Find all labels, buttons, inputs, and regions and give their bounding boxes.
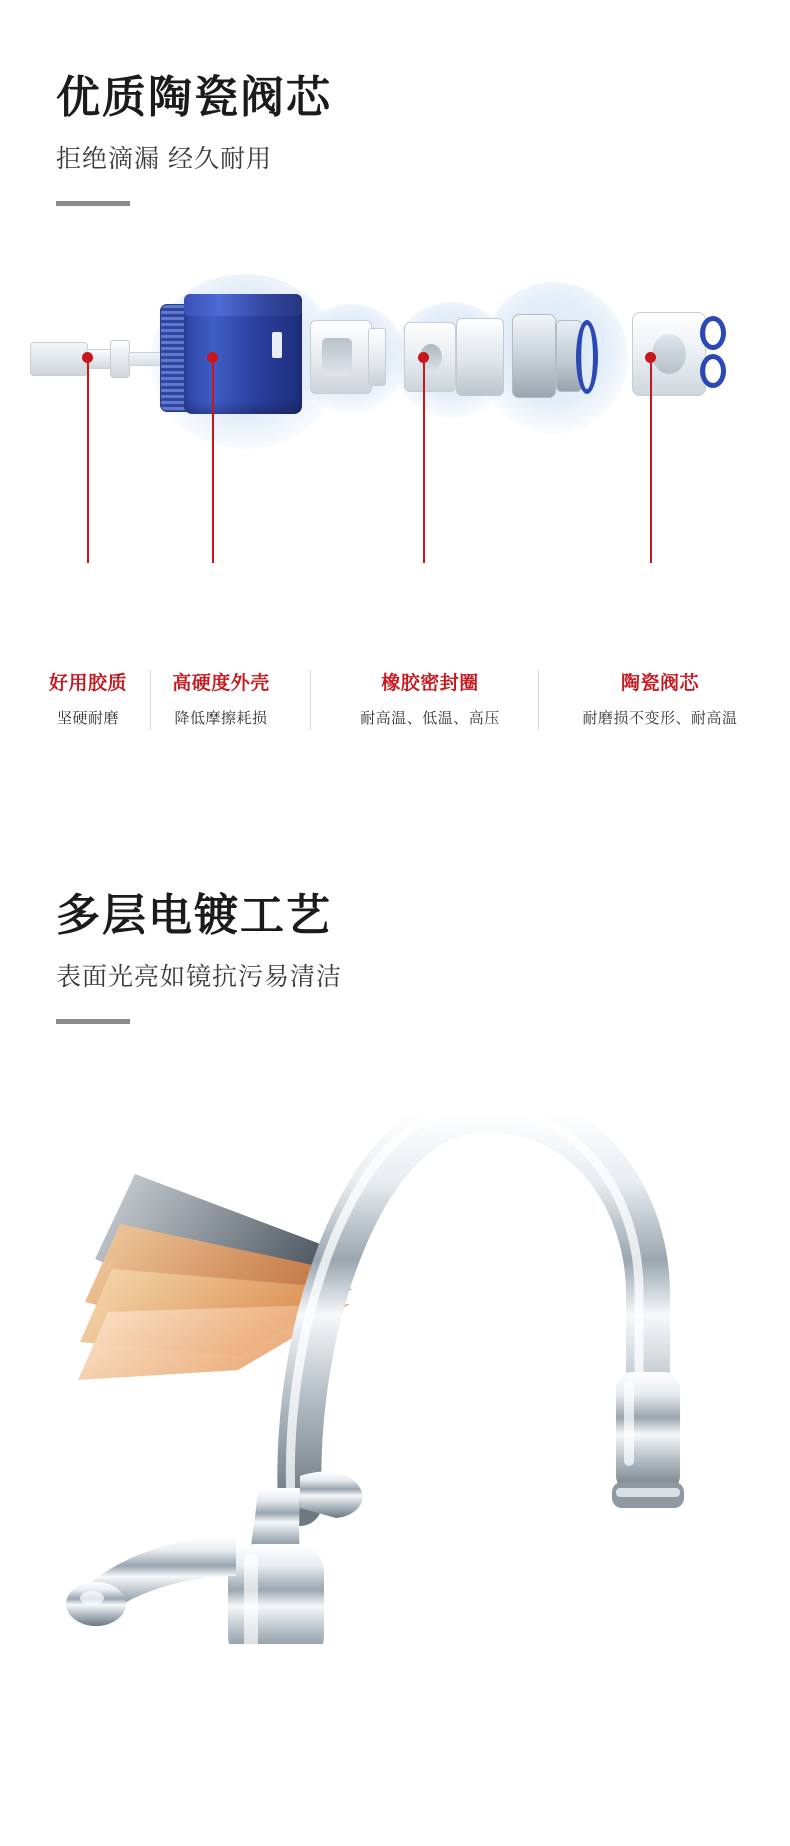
- callout-line-1: [87, 363, 89, 563]
- faucet-image: [0, 1084, 790, 1644]
- page-title: 优质陶瓷阀芯: [56, 73, 332, 122]
- callout-dot-4: [645, 352, 656, 363]
- section-ceramic-valve: [0, 0, 790, 778]
- cartridge-body-part: [184, 304, 302, 414]
- hex-flange-part: [368, 328, 386, 386]
- hex-nut-bore: [322, 338, 352, 376]
- plating-title-divider: [56, 1019, 130, 1024]
- callout-title-2: 高硬度外壳: [172, 673, 270, 694]
- cartridge-top-part: [184, 294, 302, 316]
- callout-label-3: [330, 668, 530, 728]
- callout-desc-3: 耐高温、低温、高压: [360, 710, 500, 727]
- callout-line-3: [423, 363, 425, 563]
- callout-line-2: [212, 363, 214, 563]
- oring-upper-right: [700, 316, 726, 350]
- valve-exploded-diagram: [0, 264, 790, 664]
- callout-dot-3: [418, 352, 429, 363]
- callout-dot-2: [207, 352, 218, 363]
- oring-middle: [576, 320, 598, 394]
- ceramic-disc-upper: [512, 314, 556, 398]
- callout-title-3: 橡胶密封圈: [381, 673, 479, 694]
- callout-desc-1: 坚硬耐磨: [56, 710, 119, 727]
- valve-heading-block: [0, 70, 790, 206]
- sleeve-part: [456, 318, 504, 396]
- callout-label-2: [131, 668, 311, 728]
- callout-line-4: [650, 363, 652, 563]
- plating-subtitle: 表面光亮如镜抗污易清洁: [56, 963, 343, 991]
- callout-dot-1: [82, 352, 93, 363]
- page-subtitle: 拒绝滴漏 经久耐用: [56, 145, 272, 173]
- callout-desc-4: 耐磨损不变形、耐高温: [582, 710, 738, 727]
- callout-desc-2: 降低摩擦耗损: [174, 710, 268, 727]
- title-divider: [56, 201, 130, 206]
- stem-collar-part: [110, 340, 130, 378]
- section-plating: [0, 778, 790, 1644]
- callout-label-row: [0, 668, 790, 778]
- plating-title: 多层电镀工艺: [56, 891, 332, 940]
- end-cap-bore: [652, 334, 686, 374]
- oring-lower-right: [700, 354, 726, 388]
- cartridge-slot-part: [272, 332, 282, 358]
- plating-heading-block: [0, 888, 790, 1024]
- faucet-illustration: [0, 1084, 790, 1644]
- callout-label-4: [545, 668, 775, 728]
- label-separator-3: [538, 670, 539, 730]
- rubber-stem-part: [30, 342, 88, 376]
- stem-rod-part: [128, 352, 162, 366]
- callout-title-1: 好用胶质: [48, 673, 127, 694]
- callout-title-4: 陶瓷阀芯: [620, 673, 699, 694]
